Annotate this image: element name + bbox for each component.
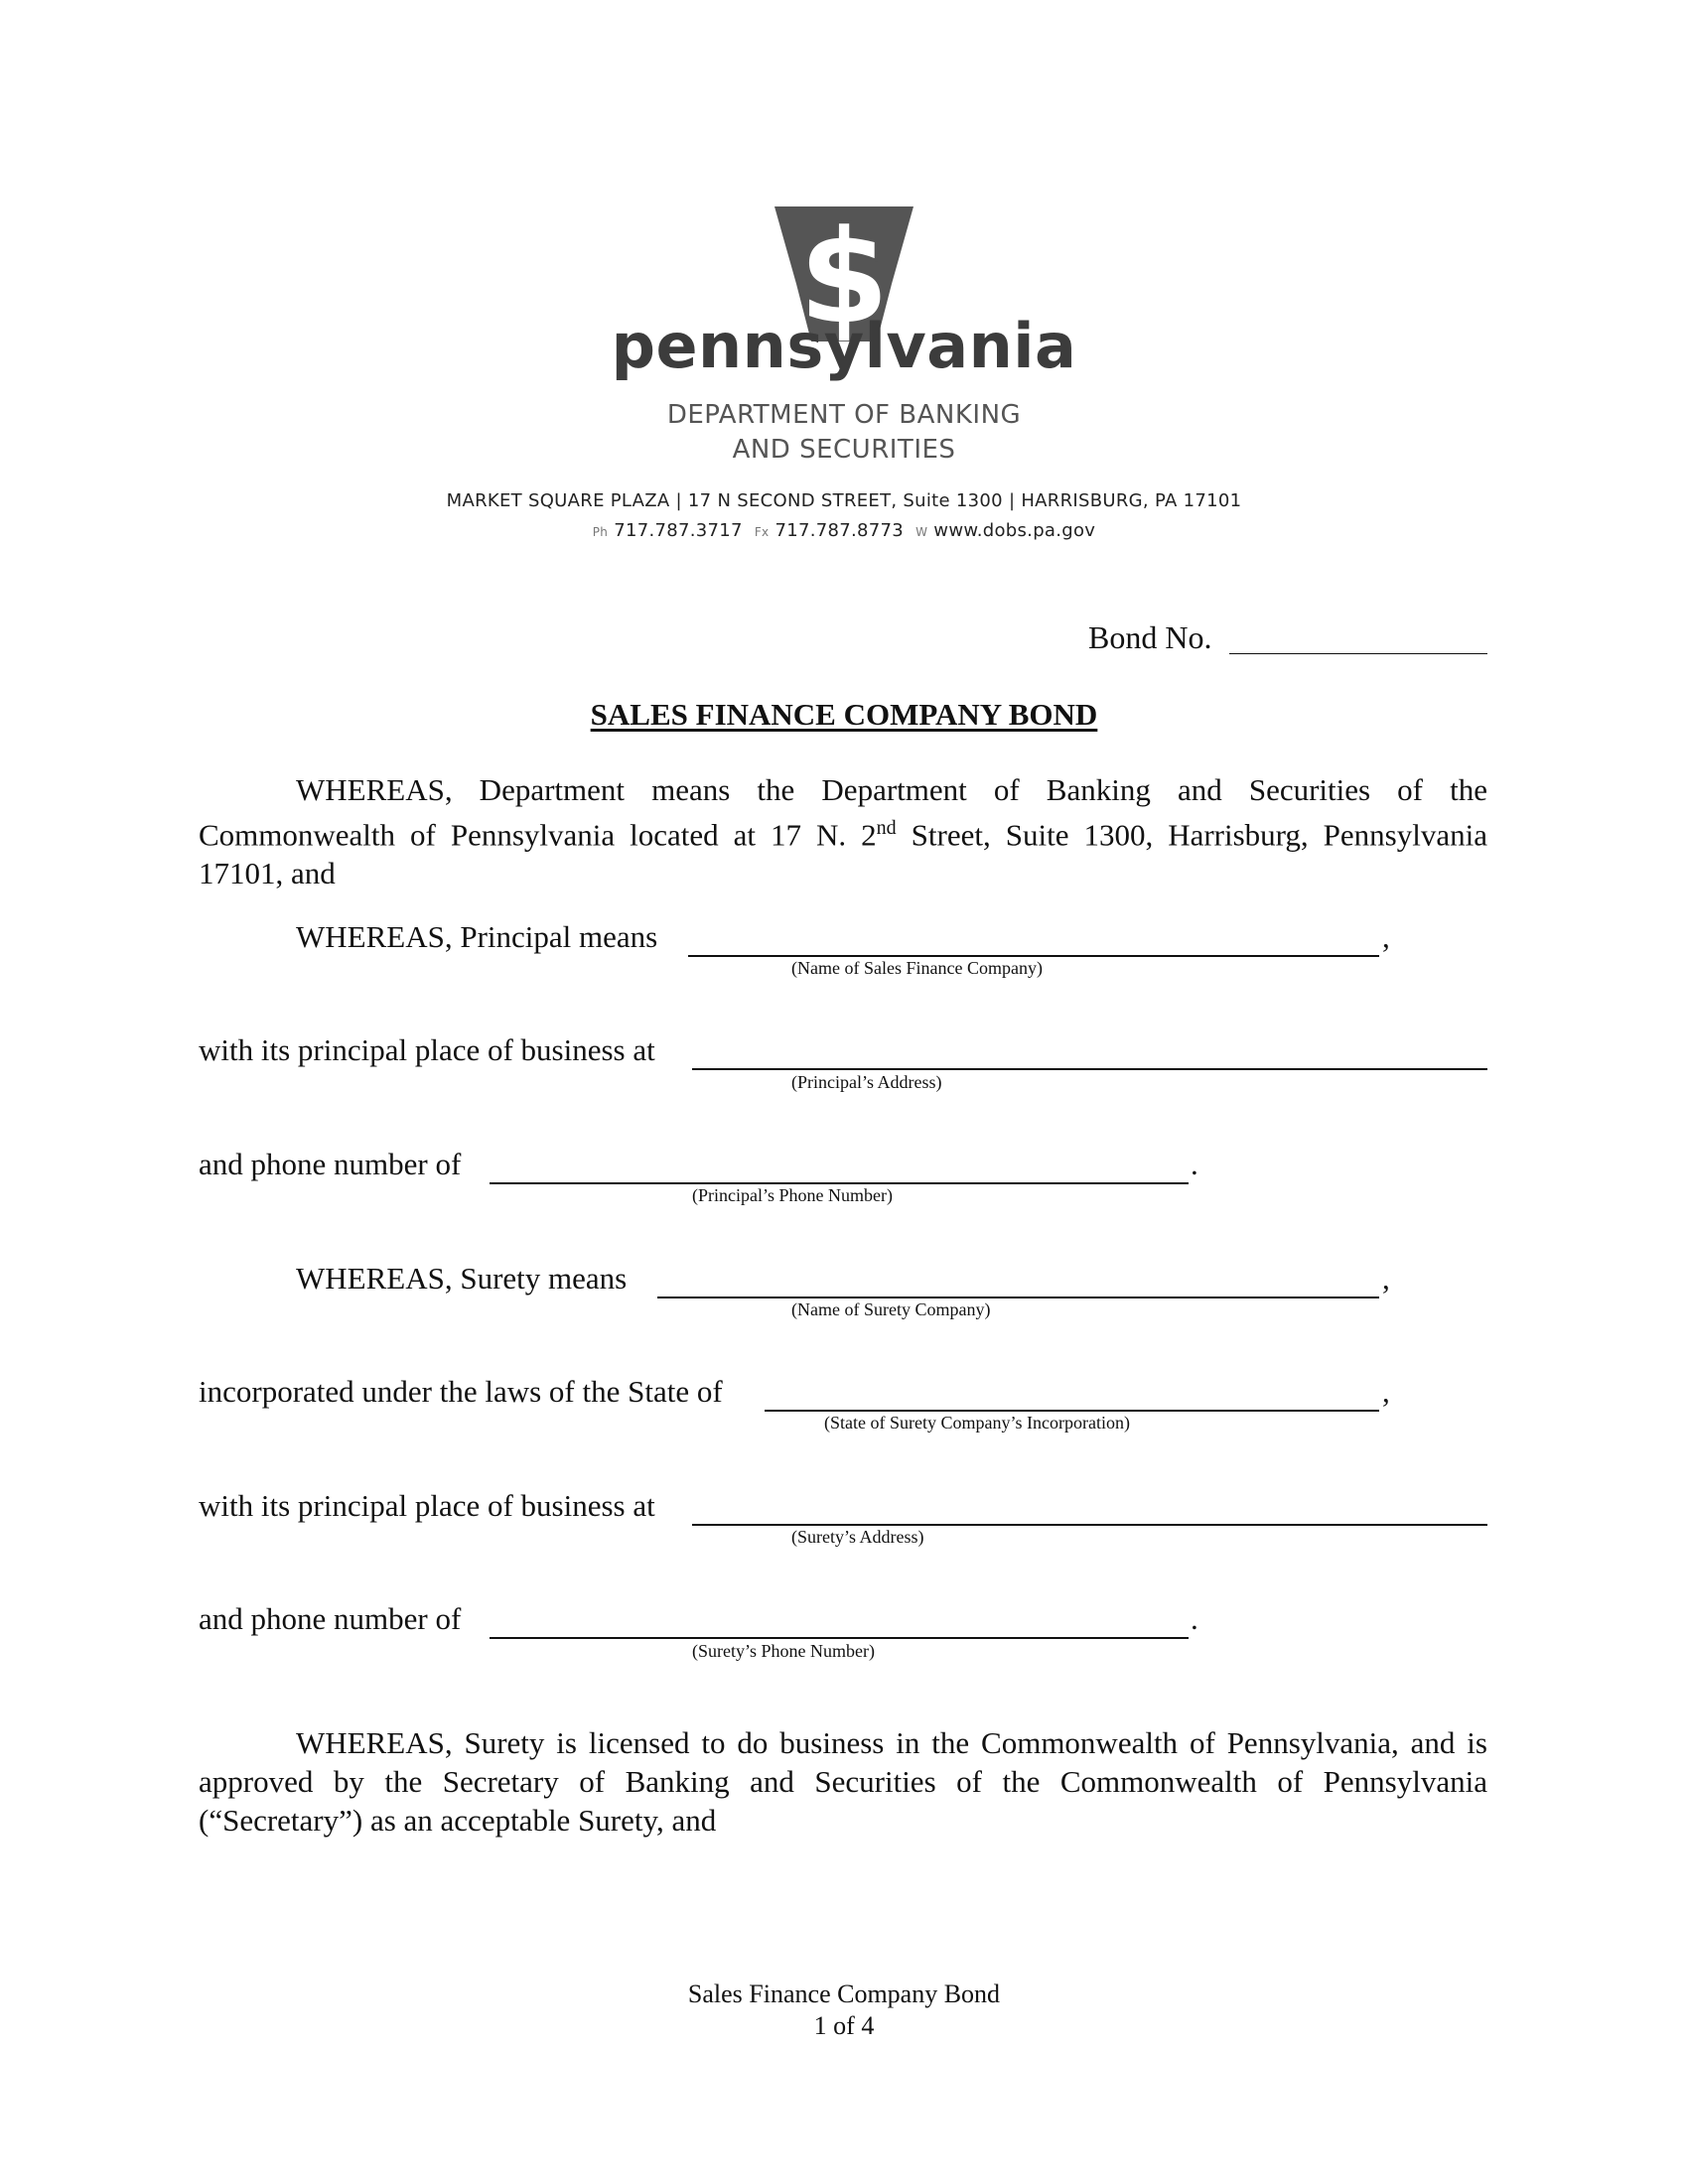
surety-address-caption: (Surety’s Address) — [791, 1527, 924, 1547]
surety-phone-field[interactable] — [490, 1637, 1189, 1639]
surety-name-comma: , — [1382, 1261, 1390, 1296]
surety-address-label: with its principal place of business at — [199, 1488, 655, 1523]
paragraph1-text-after: Street, Suite 1300, Harrisburg, Pennsylvania 17101, and — [199, 817, 1487, 891]
surety-name-caption: (Name of Surety Company) — [791, 1299, 991, 1319]
logo-dollar-glyph: $ — [798, 206, 890, 341]
principal-name-label: WHEREAS, Principal means — [296, 919, 658, 954]
contact-line — [0, 520, 1688, 541]
page-number: 1 of 4 — [813, 2011, 875, 2040]
department-name-line1: DEPARTMENT OF BANKING — [666, 400, 1022, 430]
web-address: www.dobs.pa.gov — [933, 520, 1096, 541]
principal-address-field[interactable] — [692, 1068, 1487, 1070]
principal-name-comma: , — [1382, 919, 1390, 954]
surety-phone-caption: (Surety’s Phone Number) — [692, 1641, 875, 1661]
principal-phone-label: and phone number of — [199, 1147, 462, 1181]
department-name-line2: AND SECURITIES — [732, 435, 956, 465]
surety-approval-paragraph — [199, 1723, 1487, 1840]
principal-address-label: with its principal place of business at — [199, 1032, 655, 1067]
principal-name-caption: (Name of Sales Finance Company) — [791, 958, 1043, 978]
bond-number-label: Bond No. — [1088, 619, 1212, 655]
office-address: MARKET SQUARE PLAZA | 17 N SECOND STREET, Suite 1300 | HARRISBURG, PA 17101 — [446, 490, 1242, 511]
surety-phone-period: . — [1191, 1601, 1198, 1636]
principal-phone-caption: (Principal’s Phone Number) — [692, 1185, 893, 1205]
department-definition-paragraph — [199, 770, 1487, 892]
principal-address-caption: (Principal’s Address) — [791, 1072, 942, 1092]
paragraph1-text-before: WHEREAS, Department means the Department of Banking and Securities of the Commonwealth of Pennsylvania located at 17 N. 2 — [199, 772, 1487, 853]
surety-state-label: incorporated under the laws of the State of — [199, 1374, 723, 1409]
document-title: SALES FINANCE COMPANY BOND — [590, 697, 1098, 732]
paragraph1-superscript: nd — [876, 817, 897, 839]
principal-phone-field[interactable] — [490, 1182, 1189, 1184]
brand-wordmark: pennsylvania — [611, 310, 1077, 382]
phone-number: 717.787.3717 — [614, 520, 743, 541]
principal-phone-period: . — [1191, 1147, 1198, 1181]
surety-state-field[interactable] — [765, 1410, 1379, 1412]
surety-name-field[interactable] — [657, 1297, 1379, 1298]
footer-title: Sales Finance Company Bond — [687, 1979, 1001, 2008]
web-label: W — [915, 525, 928, 539]
paragraph2-text: WHEREAS, Surety is licensed to do business in the Commonwealth of Pennsylvania, and is approved by the Secretary of Banking and Securities of the Commonwealth of Pennsylvania (“Secretary”) as an acceptable Surety, and — [199, 1725, 1487, 1838]
fax-number: 717.787.8773 — [774, 520, 905, 541]
surety-address-field[interactable] — [692, 1524, 1487, 1526]
principal-name-field[interactable] — [688, 955, 1379, 957]
fax-label: Fx — [754, 525, 770, 539]
bond-number-field[interactable] — [1229, 653, 1487, 654]
surety-state-caption: (State of Surety Company’s Incorporation) — [824, 1413, 1130, 1433]
surety-name-label: WHEREAS, Surety means — [296, 1261, 628, 1296]
surety-state-comma: , — [1382, 1374, 1390, 1409]
surety-phone-label: and phone number of — [199, 1601, 462, 1636]
phone-label: Ph — [592, 525, 609, 539]
